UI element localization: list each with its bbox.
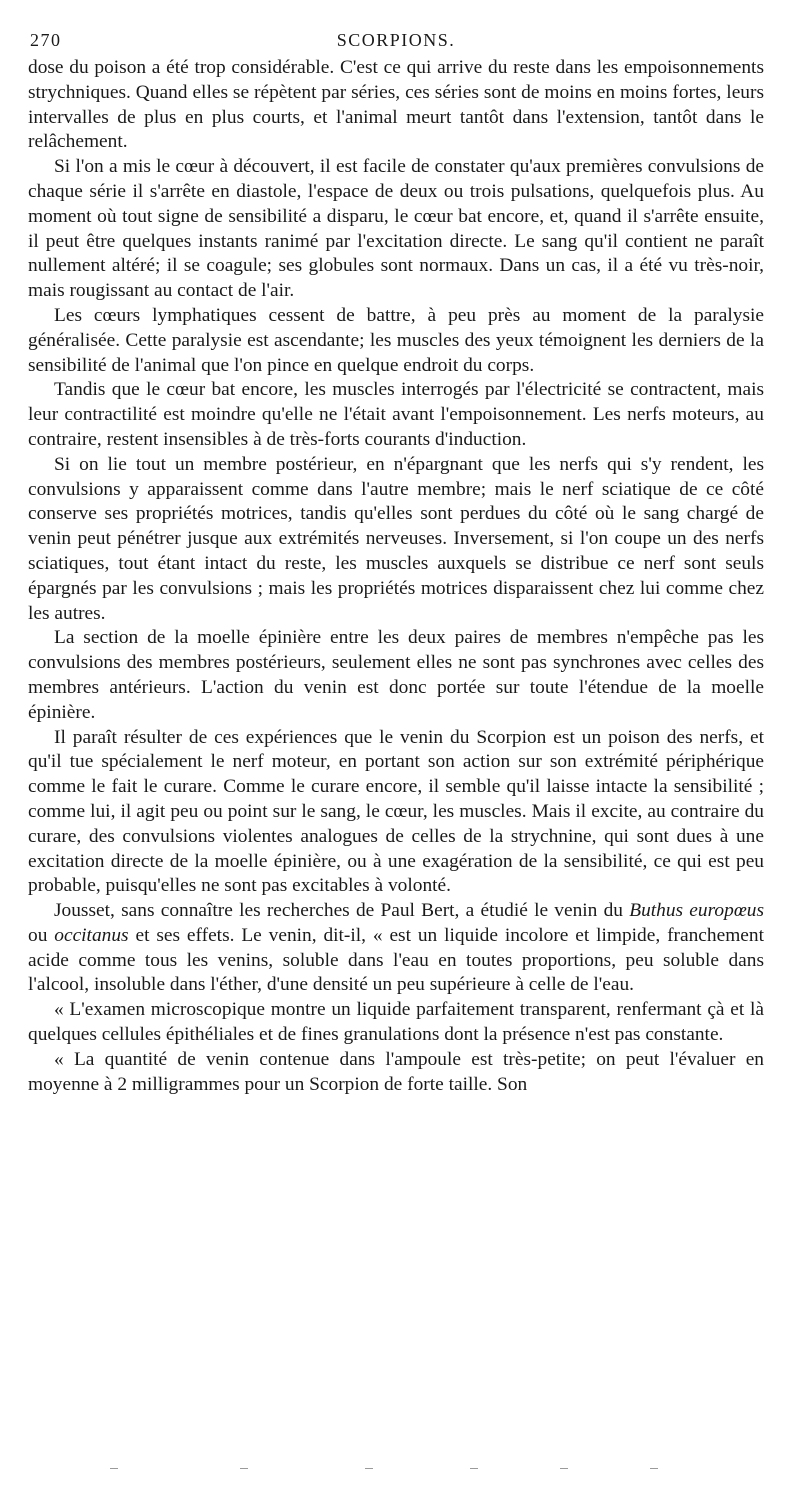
running-title: SCORPIONS.	[336, 30, 456, 50]
paragraph-6: La section de la moelle épinière entre les deux paires de membres n'empêche pas les convulsions des membres postérieurs, seulement elles ne sont pas synchrones avec celles des membres antérieurs. L'action du venin est donc portée sur toute l'étendue de la moelle épinière.	[28, 627, 764, 723]
bottom-print-marks	[110, 1468, 760, 1472]
paragraph-10: « La quantité de venin contenue dans l'ampoule est très-petite; on peut l'évaluer en moyenne à 2 milligrammes pour un Scorpion de forte taille. Son	[28, 1048, 764, 1095]
paragraph-1: dose du poison a été trop considérable. C'est ce qui arrive du reste dans les empoisonnements strychniques. Quand elles se répètent par séries, ces séries sont de moins en moins fortes, leurs intervalles de plus en plus courts, et l'animal meurt tantôt dans l'extension, tantôt dans le relâchement.	[28, 57, 764, 153]
paragraph-9: « L'examen microscopique montre un liquide parfaitement transparent, renfermant çà et là quelques cellules épithéliales et de fines granulations dont la présence n'est pas constante.	[28, 999, 764, 1046]
paragraph-8	[28, 899, 764, 998]
paragraph-7: Il paraît résulter de ces expériences que le venin du Scorpion est un poison des nerfs, et qu'il tue spécialement le nerf moteur, en portant son action sur son extrémité périphérique comme le fait le curare. Comme le curare encore, il semble qu'il laisse intacte la sensibilité ; comme lui, il agit peu ou point sur le sang, le cœur, les muscles. Mais il excite, au contraire du curare, des convulsions violentes analogues de celles de la strychnine, qui sont dues à une excitation directe de la moelle épinière, ou à une exagération de la sensibilité, ce qui est peu probable, puisqu'elles ne sont pas excitables à volonté.	[28, 726, 764, 897]
book-page	[28, 30, 764, 1097]
paragraph-2: Si l'on a mis le cœur à découvert, il est facile de constater qu'aux premières convulsions de chaque série il s'arrête en diastole, l'espace de deux ou trois pulsations, quelquefois plus. Au moment où tout signe de sensibilité a disparu, le cœur bat encore, et, quand il s'arrête ensuite, il peut être quelques instants ranimé par l'excitation directe. Le sang qu'il contient ne paraît nullement altéré; il se coagule; ses globules sont normaux. Dans un cas, il a été vu très-noir, mais rougissant au contact de l'air.	[28, 156, 764, 302]
print-mark	[650, 1468, 658, 1469]
body-text	[28, 56, 764, 1097]
species-name-buthus: Buthus europœus	[629, 900, 765, 922]
paragraph-8-text-start: Jousset, sans connaître les recherches de Paul Bert, a étudié le venin du	[54, 900, 630, 922]
print-mark	[110, 1468, 118, 1469]
print-mark	[560, 1468, 568, 1469]
running-head	[28, 30, 764, 56]
species-name-occitanus: occitanus	[54, 924, 129, 946]
paragraph-8-text-end: et ses effets. Le venin, dit-il, « est un liquide incolore et limpide, franchement acide comme tous les venins, soluble dans l'eau en toutes proportions, peu soluble dans l'alcool, insoluble dans l'éther, d'une densité un peu supérieure à celle de l'eau.	[28, 924, 764, 996]
paragraph-8-text-middle: ou	[28, 924, 55, 946]
paragraph-3: Les cœurs lymphatiques cessent de battre, à peu près au moment de la paralysie généralisée. Cette paralysie est ascendante; les muscles des yeux témoignent les derniers de la sensibilité de l'animal que l'on pince en quelque endroit du corps.	[28, 304, 764, 376]
page-number: 270	[30, 30, 62, 50]
paragraph-4: Tandis que le cœur bat encore, les muscles interrogés par l'électricité se contractent, mais leur contractilité est moindre qu'elle ne l'était avant l'empoisonnement. Les nerfs moteurs, au contraire, restent insensibles à de très-forts courants d'induction.	[28, 379, 764, 450]
print-mark	[470, 1468, 478, 1469]
print-mark	[365, 1468, 373, 1469]
print-mark	[240, 1468, 248, 1469]
paragraph-5: Si on lie tout un membre postérieur, en n'épargnant que les nerfs qui s'y rendent, les convulsions y apparaissent comme dans l'autre membre; mais le nerf sciatique de ce côté conserve ses propriétés motrices, tandis qu'elles sont perdues du côté où le sang chargé de venin peut pénétrer jusque aux extrémités nerveuses. Inversement, si l'on coupe un des nerfs sciatiques, tout étant intact du reste, les muscles auxquels se distribue ce nerf sont seuls épargnés par les convulsions ; mais les propriétés motrices disparaissent chez lui comme chez les autres.	[28, 453, 764, 624]
